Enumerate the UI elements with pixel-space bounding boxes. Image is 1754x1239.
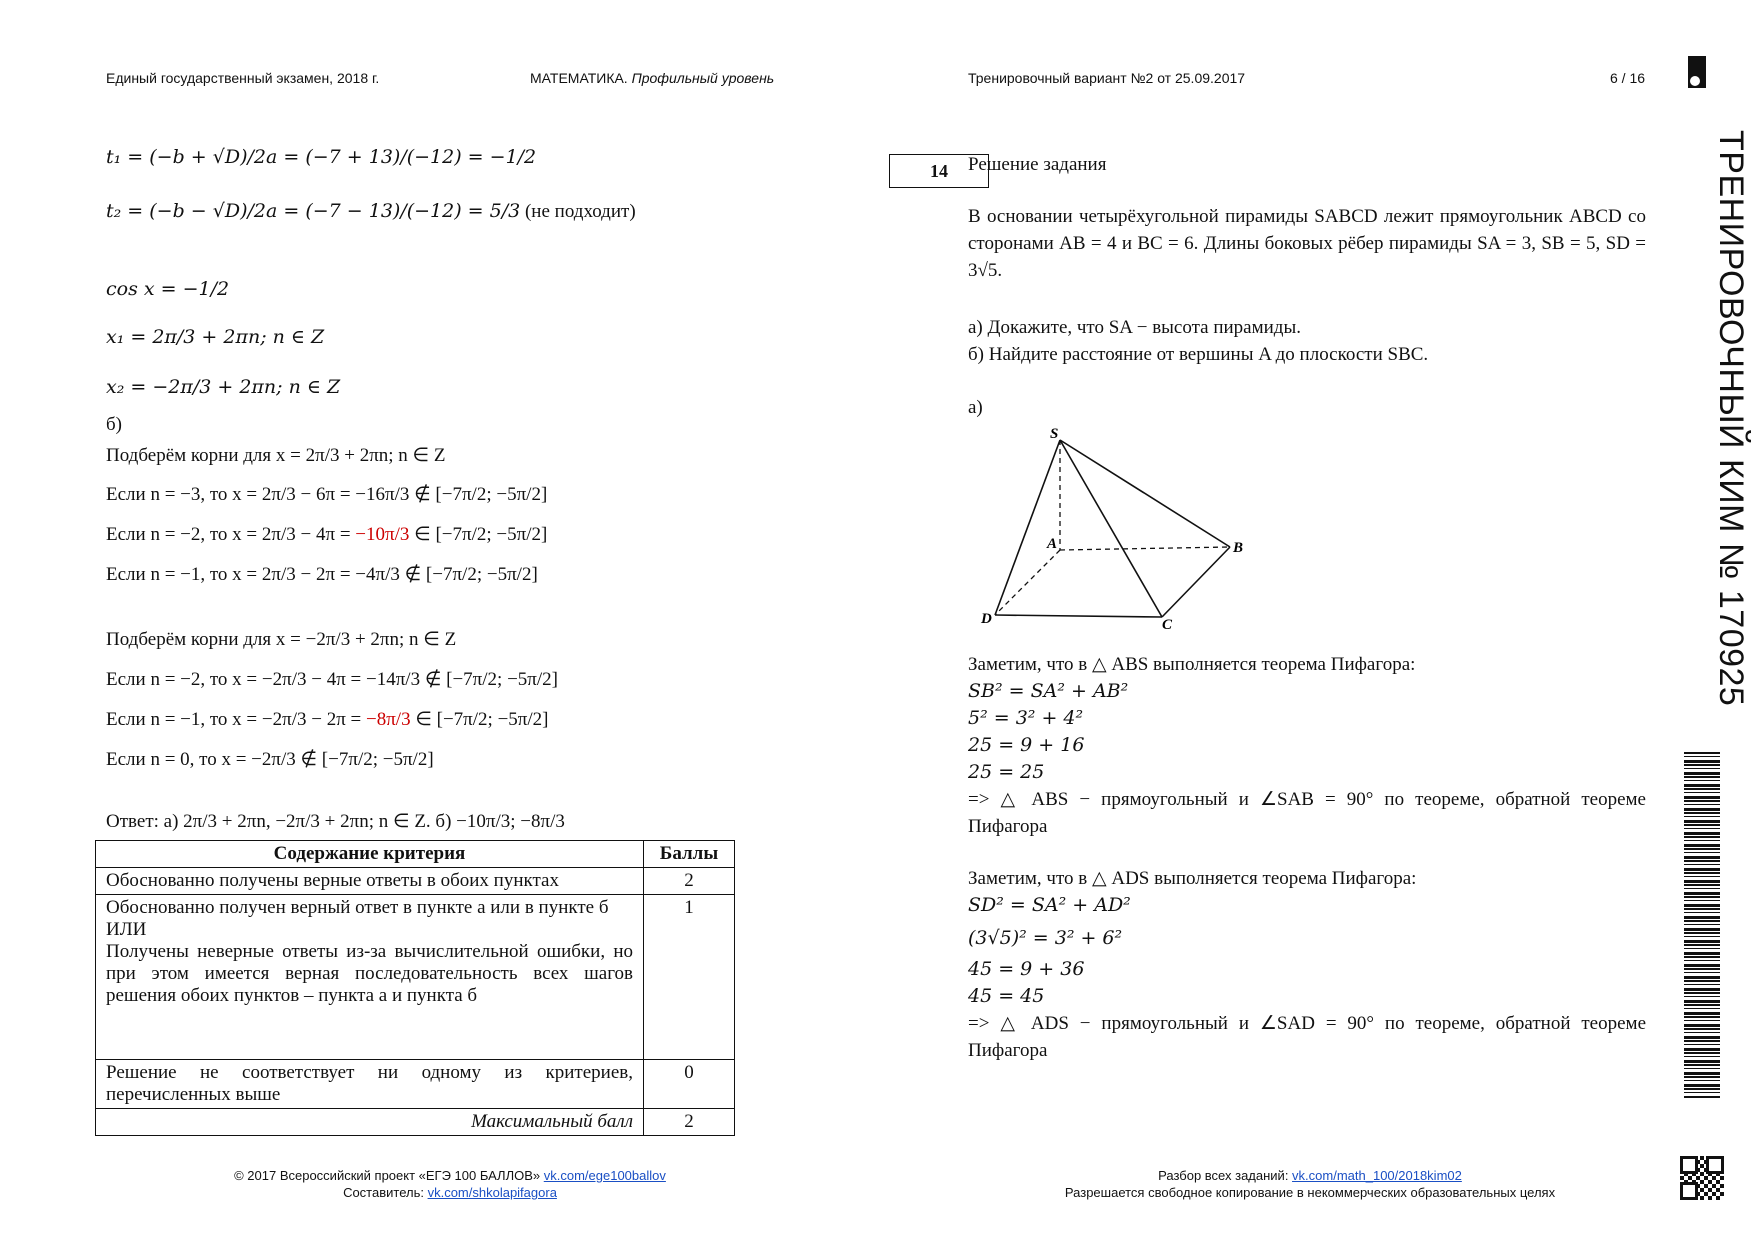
root-highlight-8pi: −8π/3 [366, 709, 411, 730]
eq-sb: SB² = SA² + AB² [968, 680, 1129, 702]
table-row [96, 1060, 735, 1109]
eq-5: 5² = 3² + 4² [968, 707, 1084, 729]
criterion-score: 2 [644, 868, 735, 895]
cos-equation: cos x = −1/2 [106, 278, 230, 300]
task-title: Решение задания [968, 154, 1107, 175]
footer-analysis [990, 1168, 1630, 1183]
corner-mark [1688, 56, 1706, 88]
root-row2-n-1 [106, 710, 549, 729]
criterion-text: Решение не соответствует ни одному из критериев, перечисленных выше [96, 1060, 644, 1109]
criterion-text: Обоснованно получен верный ответ в пункте а или в пункте б [106, 897, 609, 918]
pick-roots-2: Подберём корни для x = −2π/3 + 2πn; n ∈ Z [106, 629, 457, 650]
root-row-n-3: Если n = −3, то x = 2π/3 − 6π = −16π/3 ∉ [−7π/2; −5π/2] [106, 484, 548, 505]
root-row-n-2-text: Если n = −2, то x = 2π/3 − 4π = [106, 524, 356, 545]
footer-link-project[interactable]: vk.com/ege100ballov [543, 1168, 666, 1183]
criterion-text: Получены неверные ответы из-за вычислительной ошибки, но при этом имеется верная последовательность всех шагов решения обоих пунктов – пункта а и пункта б [106, 941, 633, 1006]
x1-solution: x₁ = 2π/3 + 2πn; n ∈ Z [106, 326, 325, 348]
t2-row [106, 202, 636, 221]
header-variant: Тренировочный вариант №2 от 25.09.2017 [968, 70, 1246, 86]
criterion-score: 0 [644, 1060, 735, 1109]
qr-code [1680, 1156, 1724, 1200]
task-statement: В основании четырёхугольной пирамиды SABCD лежит прямоугольник ABCD со сторонами AB = 4 и BC = 6. Длины боковых рёбер пирамиды SA = 3, SB = 5, SD = 3√5. [968, 206, 1646, 281]
root-row-n-2-interval: ∈ [−7π/2; −5π/2] [409, 524, 548, 545]
t2-formula: t₂ = (−b − √D)/2a = (−7 − 13)/(−12) = 5/3 [106, 200, 521, 222]
footer-author-text: Составитель: [343, 1185, 428, 1200]
eq-25b: 25 = 25 [968, 761, 1045, 783]
edge-ad [995, 550, 1060, 615]
part-b-label: б) [106, 414, 122, 435]
table-row [96, 1109, 735, 1136]
x2-solution: x₂ = −2π/3 + 2πn; n ∈ Z [106, 376, 341, 398]
task-number-box: 14 [889, 154, 989, 188]
header-subject-level: Профильный уровень [631, 70, 775, 86]
root-row2-n-2: Если n = −2, то x = −2π/3 − 4π = −14π/3 ∉ [−7π/2; −5π/2] [106, 669, 558, 690]
edge-sc [1060, 440, 1162, 617]
eq-45b: 45 = 45 [968, 985, 1045, 1007]
criterion-score: 1 [644, 895, 735, 1060]
footer-copyright-text: © 2017 Всероссийский проект «ЕГЭ 100 БАЛЛОВ» [234, 1168, 544, 1183]
footer-copyright [150, 1168, 750, 1183]
question-b: б) Найдите расстояние от вершины A до плоскости SBC. [968, 344, 1429, 365]
footer-link-analysis[interactable]: vk.com/math_100/2018kim02 [1292, 1168, 1462, 1183]
table-row [96, 868, 735, 895]
eq-25a: 25 = 9 + 16 [968, 734, 1085, 756]
eq-3sqrt5: (3√5)² = 3² + 6² [968, 927, 1123, 949]
criterion-cell [96, 895, 644, 1060]
part-a-label: а) [968, 397, 983, 418]
footer-license: Разрешается свободное копирование в некоммерческих образовательных целях [1064, 1185, 1556, 1200]
criterion-text: Обоснованно получены верные ответы в обоих пунктах [96, 868, 644, 895]
vertex-b: B [1233, 540, 1244, 556]
note-ads: Заметим, что в △ ADS выполняется теорема Пифагора: [968, 868, 1417, 889]
header-subject [530, 70, 774, 86]
t1-formula: t₁ = (−b + √D)/2a = (−7 + 13)/(−12) = −1/2 [106, 146, 537, 168]
conclusion-ads: => △ ADS − прямоугольный и ∠SAD = 90° по теореме, обратной теореме Пифагора [968, 1013, 1646, 1061]
footer-analysis-text: Разбор всех заданий: [1158, 1168, 1293, 1183]
answer-line: Ответ: а) 2π/3 + 2πn, −2π/3 + 2πn; n ∈ Z. б) −10π/3; −8π/3 [106, 811, 565, 832]
edge-sd [995, 440, 1060, 615]
barcode [1684, 752, 1720, 1098]
side-kim-title: ТРЕНИРОВОЧНЫЙ КИМ № 170925 [1712, 130, 1750, 707]
max-score-label: Максимальный балл [96, 1109, 644, 1136]
eq-45a: 45 = 9 + 36 [968, 958, 1085, 980]
note-abs: Заметим, что в △ ABS выполняется теорема Пифагора: [968, 654, 1416, 675]
edge-dc [995, 615, 1162, 617]
footer-author [150, 1185, 750, 1200]
root-row-n-2 [106, 525, 547, 544]
root-row2-n-1-interval: ∈ [−7π/2; −5π/2] [410, 709, 549, 730]
root-highlight-10pi: −10π/3 [355, 524, 410, 545]
vertex-s: S [1050, 426, 1059, 442]
root-row2-n0: Если n = 0, то x = −2π/3 ∉ [−7π/2; −5π/2] [106, 749, 434, 770]
header-subject-main: МАТЕМАТИКА. [530, 70, 628, 86]
t2-note: (не подходит) [524, 201, 636, 222]
criteria-table [95, 840, 735, 1136]
criterion-or: ИЛИ [106, 919, 147, 940]
vertex-d: D [981, 611, 992, 627]
root-row-n-1: Если n = −1, то x = 2π/3 − 2π = −4π/3 ∉ [−7π/2; −5π/2] [106, 564, 538, 585]
table-header-row [96, 841, 735, 868]
pick-roots-1: Подберём корни для x = 2π/3 + 2πn; n ∈ Z [106, 445, 446, 466]
eq-sd: SD² = SA² + AD² [968, 894, 1131, 916]
header-exam-title: Единый государственный экзамен, 2018 г. [106, 70, 380, 86]
edge-ab [1060, 547, 1230, 550]
vertex-c: C [1162, 617, 1173, 630]
conclusion-abs: => △ ABS − прямоугольный и ∠SAB = 90° по теореме, обратной теореме Пифагора [968, 789, 1646, 837]
table-header-criterion: Содержание критерия [96, 841, 644, 868]
page-number: 6 / 16 [1610, 70, 1646, 86]
table-header-score: Баллы [644, 841, 735, 868]
table-row [96, 895, 735, 1060]
edge-sb [1060, 440, 1230, 547]
max-score-value: 2 [644, 1109, 735, 1136]
question-a: а) Докажите, что SA − высота пирамиды. [968, 317, 1301, 338]
footer-link-author[interactable]: vk.com/shkolapifagora [427, 1185, 557, 1200]
pyramid-diagram [975, 420, 1255, 630]
edge-cb [1162, 547, 1230, 617]
vertex-a: A [1047, 536, 1058, 552]
root-row2-n-1-text: Если n = −1, то x = −2π/3 − 2π = [106, 709, 366, 730]
